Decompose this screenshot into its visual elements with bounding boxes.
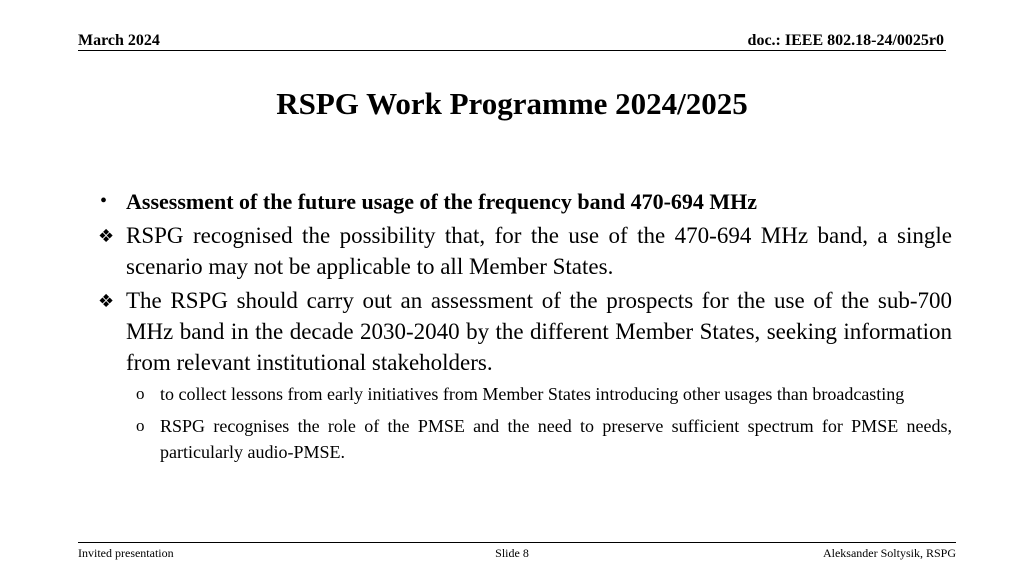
diamond-bullet-icon: ❖ — [98, 291, 115, 312]
header-doc-id: doc.: IEEE 802.18-24/0025r0 — [747, 32, 944, 49]
sub-bullet-text: RSPG recognises the role of the PMSE and the need to preserve sufficient spectrum for PMSE needs, particularly audio-PMSE. — [160, 416, 952, 462]
circle-bullet-icon: o — [136, 384, 145, 403]
header-divider — [78, 50, 946, 51]
footer-divider — [78, 542, 956, 543]
sub-bullet-item — [98, 381, 952, 407]
circle-bullet-icon: o — [136, 416, 145, 435]
sub-bullet-item — [98, 413, 952, 465]
slide-body — [98, 186, 952, 471]
footer-right: Aleksander Soltysik, RSPG — [822, 546, 956, 560]
bullet-item — [98, 186, 952, 217]
bullet-item — [98, 220, 952, 282]
bullet-text: The RSPG should carry out an assessment of the prospects for the use of the sub-700 MHz band in the decade 2030-2040 by the different Member States, seeking information from relevant institutional stakeholders. — [126, 288, 952, 375]
header-date: March 2024 — [78, 32, 160, 49]
diamond-bullet-icon: ❖ — [98, 226, 115, 247]
bullet-text: Assessment of the future usage of the frequency band 470-694 MHz — [126, 189, 758, 214]
footer-slide-number: Slide 8 — [495, 546, 529, 560]
bullet-item — [98, 285, 952, 378]
slide-title: RSPG Work Programme 2024/2025 — [276, 86, 748, 121]
sub-bullet-text: to collect lessons from early initiatives from Member States introducing other usages than broadcasting — [160, 384, 905, 404]
bullet-text: RSPG recognised the possibility that, for the use of the 470-694 MHz band, a single scenario may not be applicable to all Member States. — [126, 223, 952, 279]
footer-left: Invited presentation — [78, 546, 174, 560]
bullet-dot-icon: • — [100, 190, 108, 212]
